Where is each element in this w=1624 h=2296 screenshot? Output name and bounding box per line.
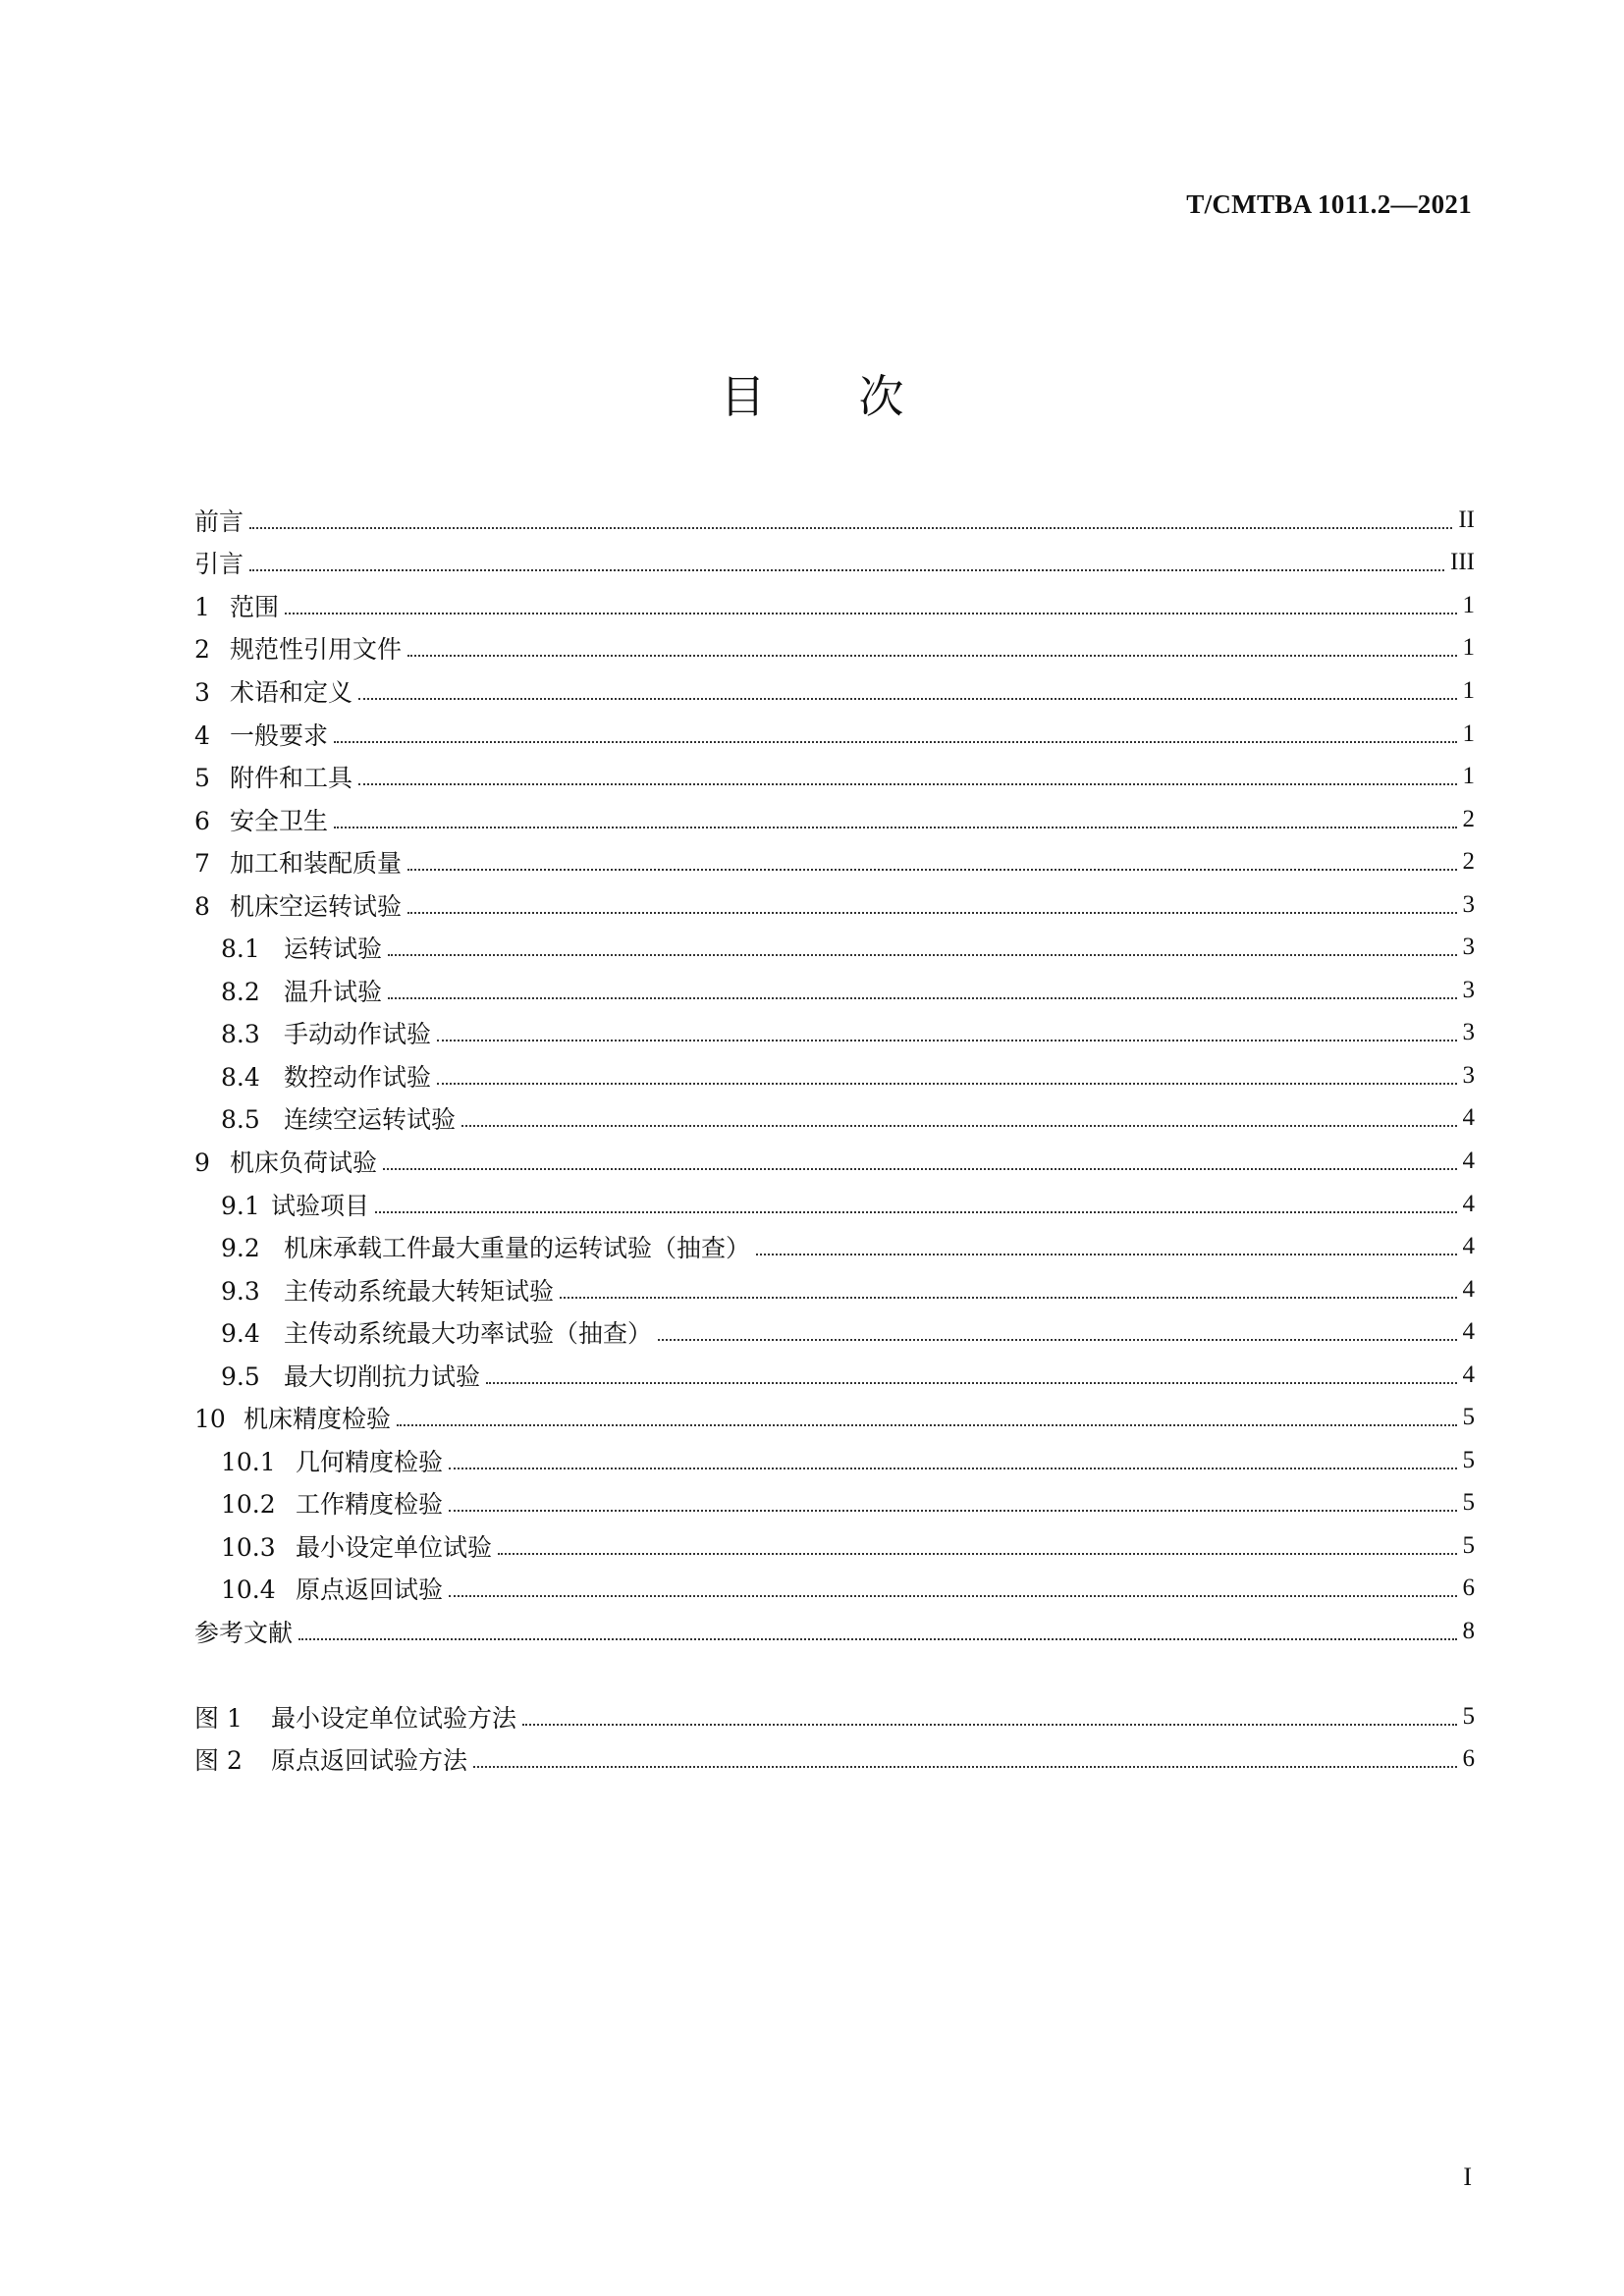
toc-entry-label	[194, 1614, 293, 1649]
toc-page-number: 3	[1462, 1019, 1475, 1046]
toc-page-number: 2	[1462, 848, 1475, 876]
toc-page-number: 8	[1462, 1617, 1475, 1644]
toc-subentry[interactable]	[194, 1012, 1475, 1055]
toc-page-number: 5	[1462, 1446, 1475, 1473]
toc-leader	[560, 1297, 1456, 1299]
page-title: 目次	[720, 370, 998, 423]
toc-entry-label	[221, 1015, 431, 1050]
toc-leader	[449, 1510, 1456, 1512]
toc-entry-title: 主传动系统最大功率试验（抽查）	[284, 1319, 653, 1349]
toc-entry-title: 最大切削抗力试验	[284, 1362, 481, 1391]
toc-entry-title: 前言	[194, 507, 244, 536]
toc-page-number: 4	[1462, 1275, 1475, 1303]
toc-entry-label	[194, 1144, 377, 1179]
toc-entry[interactable]	[194, 1396, 1475, 1439]
toc-entry-number: 4	[194, 721, 210, 750]
toc-entry-number: 6	[194, 806, 210, 835]
toc-page-number: 1	[1462, 591, 1475, 618]
toc-entry-number: 1	[194, 592, 210, 621]
toc-entry-label	[194, 844, 402, 880]
toc-entry-number: 10	[194, 1405, 226, 1434]
toc-entry-label	[221, 1229, 750, 1264]
toc-page-number: 4	[1462, 1190, 1475, 1217]
toc-entry-label	[194, 802, 328, 837]
toc-entry-number: 10.4	[221, 1575, 276, 1605]
figure-title: 最小设定单位试验方法	[271, 1703, 517, 1733]
toc-entry[interactable]	[194, 669, 1475, 713]
toc-leader	[658, 1339, 1456, 1341]
toc-entry-title: 一般要求	[230, 721, 329, 750]
toc-entry-number: 9.1	[221, 1191, 260, 1220]
figure-entry[interactable]	[194, 1695, 1475, 1738]
toc-entry-title: 原点返回试验	[296, 1575, 444, 1605]
toc-page-number: 1	[1462, 634, 1475, 662]
toc-page-number: 5	[1462, 1531, 1475, 1559]
toc-entry-label	[194, 717, 328, 752]
toc-leader	[249, 569, 1444, 571]
toc-entry-label	[194, 545, 244, 580]
toc-entry-title: 参考文献	[194, 1618, 294, 1647]
toc-entry[interactable]	[194, 584, 1475, 627]
toc-entry-label	[194, 503, 244, 538]
toc-entry[interactable]	[194, 755, 1475, 798]
toc-entry-number: 9.3	[221, 1276, 260, 1306]
toc-page-number: 1	[1462, 676, 1475, 704]
toc-entry[interactable]	[194, 542, 1475, 585]
toc-page-number: 1	[1462, 763, 1475, 790]
toc-entry[interactable]	[194, 713, 1475, 756]
table-of-contents	[194, 499, 1475, 1653]
toc-entry-number: 10.2	[221, 1490, 276, 1520]
toc-subentry[interactable]	[194, 969, 1475, 1012]
toc-entry-number: 8.3	[221, 1020, 260, 1049]
toc-entry-number: 9.2	[221, 1234, 260, 1263]
toc-entry-number: 10.1	[221, 1447, 276, 1476]
toc-page-number: 4	[1462, 1318, 1475, 1346]
toc-entry[interactable]	[194, 627, 1475, 670]
figure-number: 图 1	[194, 1703, 243, 1733]
toc-entry-title: 工作精度检验	[296, 1490, 444, 1520]
toc-leader	[298, 1638, 1456, 1640]
toc-subentry[interactable]	[194, 1310, 1475, 1354]
toc-entry-number: 8.4	[221, 1062, 260, 1092]
toc-page-number: 3	[1462, 1061, 1475, 1089]
toc-leader	[473, 1766, 1456, 1768]
toc-subentry[interactable]	[194, 1225, 1475, 1268]
toc-entry-number: 9	[194, 1148, 210, 1177]
toc-entry-number: 9.5	[221, 1362, 260, 1391]
toc-entry-label	[221, 930, 382, 965]
toc-entry-title: 数控动作试验	[284, 1062, 432, 1092]
toc-entry-title: 运转试验	[284, 934, 383, 964]
standard-code: T/CMTBA 1011.2—2021	[1186, 189, 1472, 219]
toc-entry-title: 规范性引用文件	[230, 635, 403, 665]
toc-entry[interactable]	[194, 1610, 1475, 1653]
toc-page-number: II	[1458, 506, 1475, 533]
toc-entry-label	[221, 1571, 443, 1606]
toc-leader	[397, 1424, 1456, 1426]
toc-leader	[388, 997, 1456, 999]
toc-entry[interactable]	[194, 1140, 1475, 1183]
toc-entry-number: 9.4	[221, 1319, 260, 1349]
toc-leader	[756, 1254, 1456, 1255]
list-of-figures	[194, 1695, 1475, 1781]
toc-subentry[interactable]	[194, 1097, 1475, 1141]
toc-leader	[461, 1125, 1456, 1127]
toc-entry-number: 5	[194, 764, 210, 793]
toc-entry[interactable]	[194, 798, 1475, 841]
toc-leader	[334, 741, 1456, 743]
toc-entry-label	[194, 887, 402, 923]
toc-entry-label	[194, 630, 402, 666]
toc-page-number: 4	[1462, 1233, 1475, 1260]
toc-entry-title: 最小设定单位试验	[296, 1532, 493, 1562]
toc-entry-title: 几何精度检验	[296, 1447, 444, 1476]
toc-leader	[334, 827, 1456, 828]
toc-entry-label	[221, 1100, 456, 1136]
toc-leader	[522, 1724, 1456, 1726]
toc-entry[interactable]	[194, 883, 1475, 927]
toc-leader	[407, 655, 1456, 657]
toc-subentry[interactable]	[194, 1439, 1475, 1482]
toc-leader	[486, 1382, 1456, 1384]
toc-leader	[285, 613, 1456, 614]
toc-entry-title: 范围	[230, 592, 280, 621]
toc-leader	[407, 912, 1456, 914]
toc-entry-title: 加工和装配质量	[230, 849, 403, 879]
toc-entry[interactable]	[194, 840, 1475, 883]
toc-entry-label	[221, 1528, 492, 1564]
toc-page-number: 3	[1462, 934, 1475, 961]
toc-entry-title: 试验项目	[271, 1191, 370, 1220]
toc-entry-label	[221, 1272, 554, 1308]
toc-leader	[375, 1211, 1456, 1213]
toc-page-number: 5	[1462, 1489, 1475, 1517]
toc-page-number: 1	[1462, 720, 1475, 747]
toc-entry[interactable]	[194, 499, 1475, 542]
toc-page-number: 2	[1462, 805, 1475, 832]
toc-entry-title: 连续空运转试验	[284, 1105, 457, 1135]
toc-page-number: 4	[1462, 1361, 1475, 1388]
toc-leader	[437, 1083, 1456, 1085]
toc-page-number: 4	[1462, 1104, 1475, 1132]
toc-entry-title: 安全卫生	[230, 806, 329, 835]
toc-page-number: III	[1450, 549, 1475, 576]
toc-entry-title: 机床负荷试验	[230, 1148, 378, 1177]
toc-entry-title: 术语和定义	[230, 677, 353, 707]
figure-entry-label	[194, 1699, 516, 1735]
toc-entry-title: 机床空运转试验	[230, 891, 403, 921]
toc-leader	[358, 698, 1456, 700]
toc-entry-label	[221, 1443, 443, 1478]
toc-subentry[interactable]	[194, 1268, 1475, 1311]
toc-leader	[358, 783, 1456, 785]
toc-page-number: 5	[1462, 1404, 1475, 1431]
toc-leader	[388, 954, 1456, 956]
toc-entry-number: 8.1	[221, 934, 260, 964]
toc-page-number: 6	[1462, 1575, 1475, 1602]
toc-entry-label	[221, 1058, 431, 1094]
toc-entry-number: 8.2	[221, 977, 260, 1006]
figure-entry-label	[194, 1741, 467, 1777]
toc-entry-title: 引言	[194, 550, 244, 579]
page-number: I	[1463, 2163, 1472, 2191]
toc-entry-label	[221, 1358, 480, 1393]
toc-subentry[interactable]	[194, 1482, 1475, 1525]
toc-leader	[383, 1168, 1456, 1170]
toc-entry-title: 主传动系统最大转矩试验	[284, 1276, 555, 1306]
toc-entry-title: 温升试验	[284, 977, 383, 1006]
toc-entry-title: 附件和工具	[230, 764, 353, 793]
toc-entry-number: 8	[194, 891, 210, 921]
toc-subentry[interactable]	[194, 1054, 1475, 1097]
toc-entry-label	[221, 1485, 443, 1521]
toc-entry-label	[194, 588, 279, 623]
toc-subentry[interactable]	[194, 926, 1475, 969]
figure-title: 原点返回试验方法	[271, 1746, 468, 1776]
toc-subentry[interactable]	[194, 1354, 1475, 1397]
toc-entry-number: 8.5	[221, 1105, 260, 1135]
toc-entry-label	[221, 1187, 369, 1222]
toc-entry-number: 10.3	[221, 1532, 276, 1562]
toc-entry-title: 机床承载工件最大重量的运转试验（抽查）	[284, 1234, 751, 1263]
figure-entry[interactable]	[194, 1738, 1475, 1782]
toc-entry-number: 2	[194, 635, 210, 665]
toc-entry-number: 7	[194, 849, 210, 879]
toc-entry-number: 3	[194, 677, 210, 707]
toc-subentry[interactable]	[194, 1183, 1475, 1226]
toc-leader	[407, 869, 1456, 871]
toc-entry-title: 手动动作试验	[284, 1020, 432, 1049]
toc-entry-label	[194, 1400, 391, 1435]
toc-entry-label	[194, 759, 352, 794]
toc-leader	[449, 1468, 1456, 1469]
toc-subentry[interactable]	[194, 1524, 1475, 1568]
toc-page-number: 5	[1462, 1702, 1475, 1730]
toc-page-number: 6	[1462, 1745, 1475, 1773]
toc-subentry[interactable]	[194, 1568, 1475, 1611]
toc-leader	[437, 1040, 1456, 1041]
figure-number: 图 2	[194, 1746, 243, 1776]
toc-leader	[449, 1595, 1456, 1597]
toc-page-number: 4	[1462, 1147, 1475, 1174]
toc-entry-title: 机床精度检验	[244, 1405, 392, 1434]
toc-leader	[498, 1553, 1456, 1555]
toc-leader	[249, 527, 1452, 529]
toc-entry-label	[221, 1314, 652, 1350]
toc-page-number: 3	[1462, 976, 1475, 1003]
toc-entry-label	[194, 673, 352, 709]
toc-page-number: 3	[1462, 890, 1475, 918]
toc-entry-label	[221, 973, 382, 1008]
